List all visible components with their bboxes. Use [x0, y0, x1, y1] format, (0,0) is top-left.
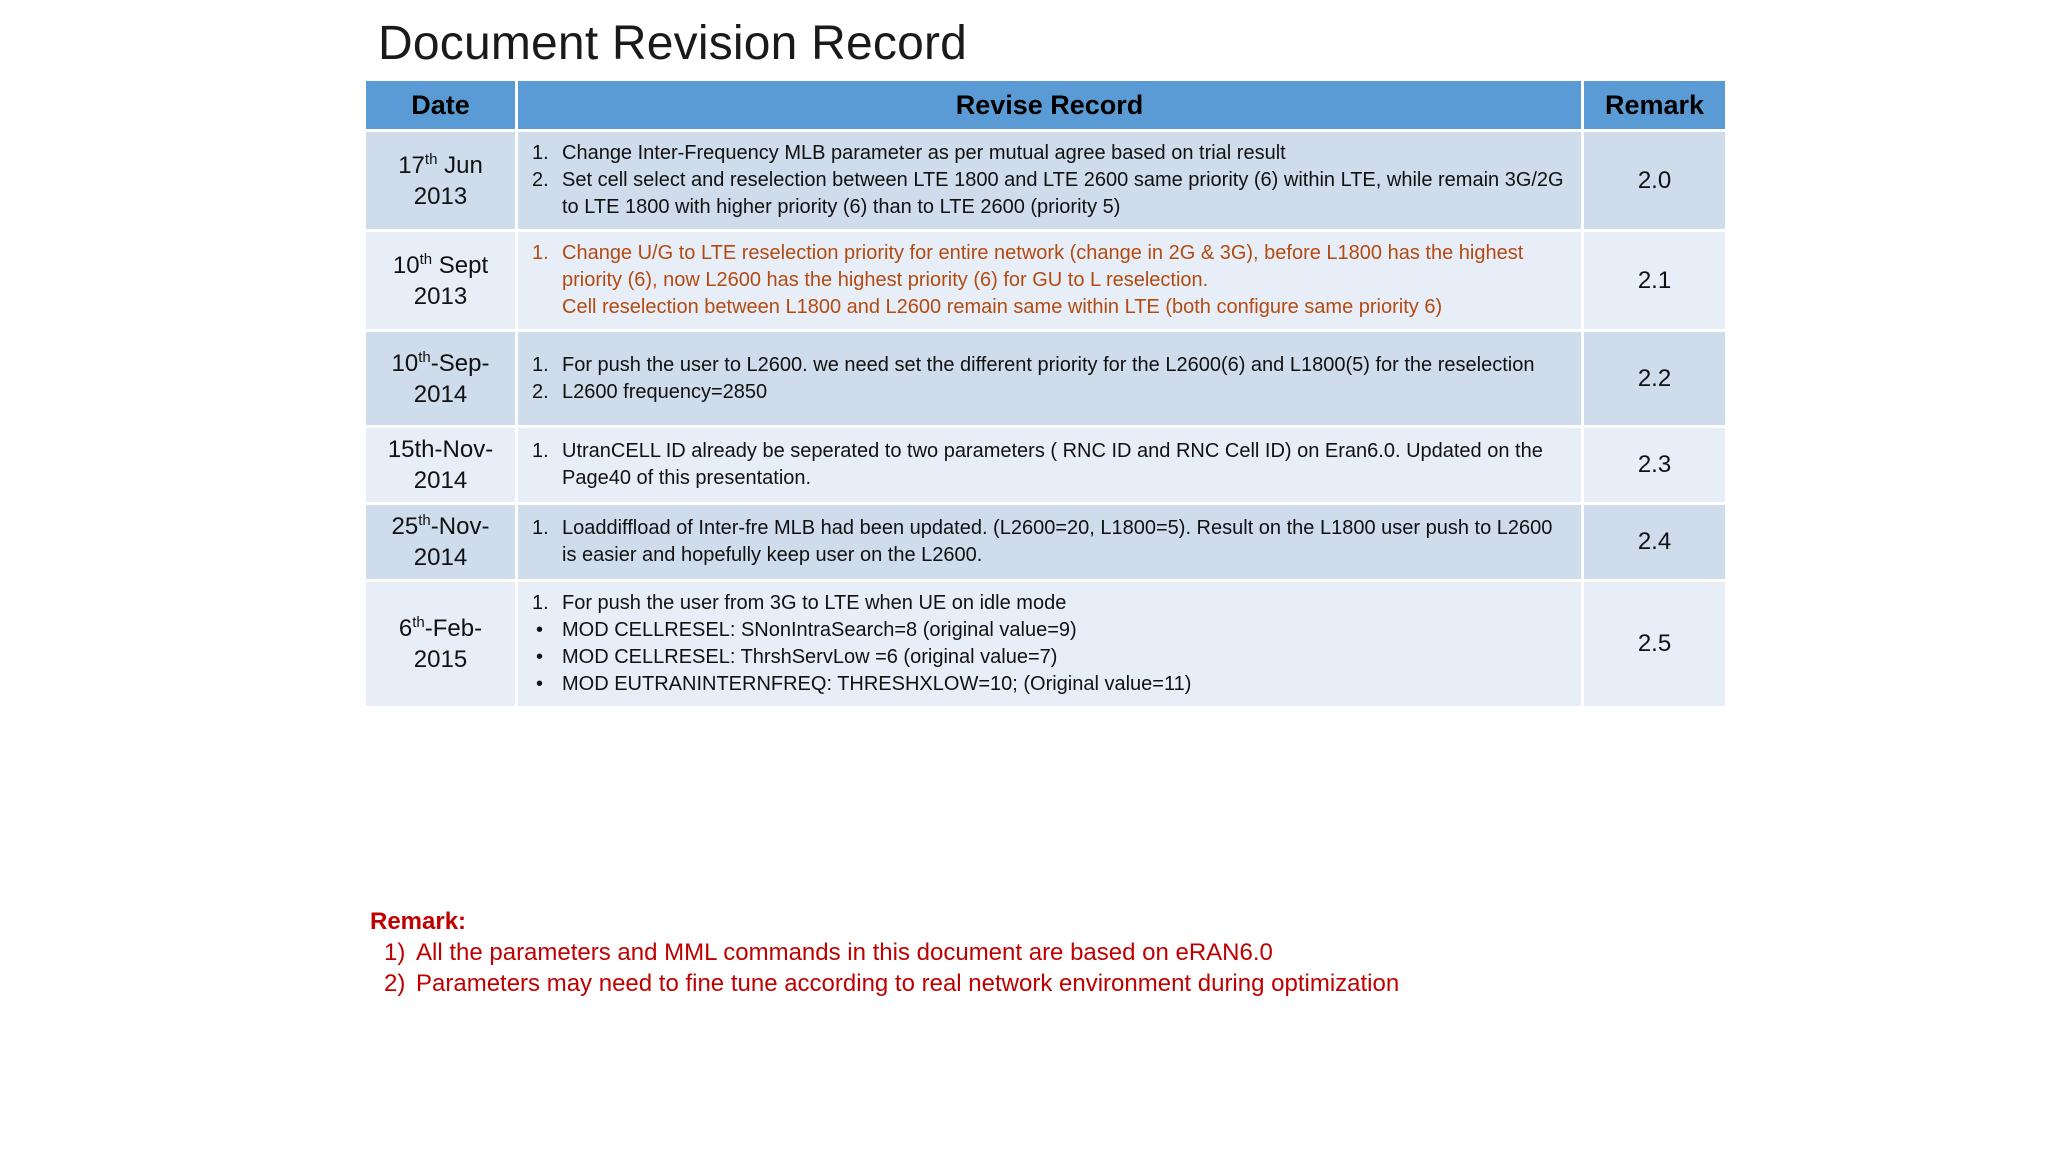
version-cell: 2.1	[1583, 231, 1727, 331]
date-suffix: th	[419, 250, 433, 268]
date-day: 10	[392, 251, 420, 279]
record-cell	[517, 331, 1583, 427]
record-line	[532, 379, 1569, 406]
date-month: Sept	[432, 251, 489, 279]
record-text: MOD CELLRESEL: SNonIntraSearch=8 (original value=9)	[562, 619, 1077, 641]
bullet-icon: •	[536, 646, 544, 668]
date-year: 2014	[413, 544, 468, 571]
record-text: L2600 frequency=2850	[562, 380, 768, 403]
list-number: 2.	[532, 169, 549, 191]
record-cell	[517, 231, 1583, 331]
list-number: 1.	[532, 592, 549, 614]
remark-text: Parameters may need to fine tune according to real network environment during optimization	[416, 970, 1400, 997]
version-cell: 2.0	[1583, 131, 1727, 231]
date-day: 17	[398, 151, 425, 179]
header-remark: Remark	[1583, 80, 1727, 131]
date-cell	[365, 131, 517, 231]
date-suffix: th	[412, 614, 425, 631]
record-cell	[517, 504, 1583, 581]
record-text: Set cell select and reselection between LTE 1800 and LTE 2600 same priority (6) within LTE, while remain 3G/2G to LTE 1800 with higher priority (6) than to LTE 2600 (priority 5)	[562, 169, 1564, 218]
date-month: Jun	[437, 151, 483, 179]
record-line	[532, 590, 1569, 617]
version-cell: 2.4	[1583, 504, 1727, 581]
version-cell: 2.5	[1583, 581, 1727, 708]
record-line	[532, 671, 1569, 698]
date-month: -Sep-	[430, 349, 490, 377]
date-cell	[365, 427, 517, 504]
record-line	[532, 294, 1569, 321]
date-suffix: th	[418, 348, 431, 366]
date-year: 2013	[413, 182, 468, 210]
record-text: For push the user from 3G to LTE when UE on idle mode	[562, 592, 1067, 614]
list-number: 1.	[532, 142, 549, 164]
record-cell	[517, 581, 1583, 708]
table-row	[365, 231, 1727, 331]
date-day: 6	[398, 615, 413, 642]
header-revise-record: Revise Record	[517, 80, 1583, 131]
table-row	[365, 131, 1727, 231]
record-cell	[517, 131, 1583, 231]
table-row	[365, 504, 1727, 581]
date-cell	[365, 581, 517, 708]
record-text: Loaddiffload of Inter-fre MLB had been updated. (L2600=20, L1800=5). Result on the L1800 user push to L2600 is easier and hopefully keep user on the L2600.	[562, 517, 1553, 566]
remark-item	[370, 937, 1399, 968]
list-number: 2.	[532, 380, 549, 403]
remarks-title: Remark:	[370, 908, 467, 935]
record-line	[532, 617, 1569, 644]
date-month: -Feb-	[424, 615, 483, 642]
table-row	[365, 581, 1727, 708]
date-day: 10	[391, 349, 419, 377]
remark-number: 2)	[384, 970, 406, 997]
record-line	[532, 240, 1569, 294]
date-year: 2014	[413, 467, 468, 494]
version-cell: 2.3	[1583, 427, 1727, 504]
record-text: For push the user to L2600. we need set the different priority for the L2600(6) and L1800(5) for the reselection	[562, 353, 1535, 376]
version-cell: 2.2	[1583, 331, 1727, 427]
date-year: 2013	[413, 282, 468, 310]
revision-table	[363, 78, 1728, 709]
list-number: 1.	[532, 517, 549, 539]
bullet-icon: •	[536, 673, 544, 695]
remark-text: All the parameters and MML commands in this document are based on eRAN6.0	[416, 939, 1273, 966]
record-line	[532, 515, 1569, 569]
date-year: 2015	[413, 646, 468, 673]
remark-number: 1)	[384, 939, 406, 966]
date-day: 15th-Nov-	[387, 436, 494, 463]
remarks-section	[370, 906, 1399, 999]
header-date: Date	[365, 80, 517, 131]
record-text: Change U/G to LTE reselection priority for entire network (change in 2G & 3G), before L1800 has the highest priority (6), now L2600 has the highest priority (6) for GU to L reselection.	[562, 242, 1524, 291]
record-text: Change Inter-Frequency MLB parameter as per mutual agree based on trial result	[562, 142, 1286, 164]
record-line	[532, 140, 1569, 167]
table-row	[365, 427, 1727, 504]
record-line	[532, 438, 1569, 492]
record-text: UtranCELL ID already be seperated to two parameters ( RNC ID and RNC Cell ID) on Eran6.0. Updated on the Page40 of this presentation.	[562, 440, 1543, 489]
date-suffix: th	[418, 512, 431, 529]
record-text: Cell reselection between L1800 and L2600 remain same within LTE (both configure same priority 6)	[562, 296, 1443, 318]
record-text: MOD CELLRESEL: ThrshServLow =6 (original value=7)	[562, 646, 1058, 668]
table-header-row	[365, 80, 1727, 131]
date-cell	[365, 331, 517, 427]
date-year: 2014	[413, 380, 468, 408]
date-cell	[365, 231, 517, 331]
date-month: -Nov-	[430, 513, 490, 540]
record-line	[532, 167, 1569, 221]
remark-item	[370, 968, 1399, 999]
page-title: Document Revision Record	[378, 17, 968, 70]
bullet-icon: •	[536, 619, 544, 641]
record-text: MOD EUTRANINTERNFREQ: THRESHXLOW=10; (Original value=11)	[562, 673, 1192, 695]
record-cell	[517, 427, 1583, 504]
list-number: 1.	[532, 440, 549, 462]
record-line	[532, 644, 1569, 671]
record-line	[532, 352, 1569, 379]
list-number: 1.	[532, 242, 549, 264]
list-number: 1.	[532, 353, 549, 376]
date-suffix: th	[424, 150, 438, 168]
date-cell	[365, 504, 517, 581]
date-day: 25	[391, 513, 419, 540]
table-row	[365, 331, 1727, 427]
